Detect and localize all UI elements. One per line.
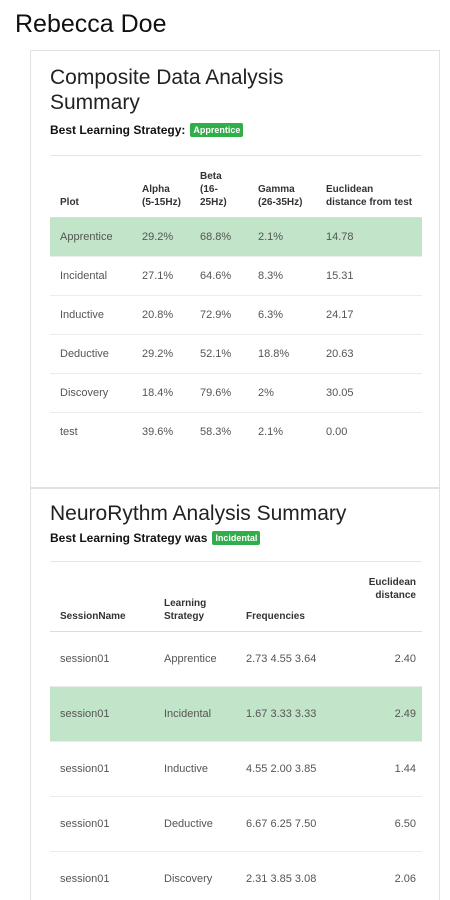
cell-distance: 1.44	[344, 742, 422, 797]
table-row	[50, 296, 422, 335]
column-header-plot: Plot	[50, 156, 132, 218]
cell-frequencies: 6.67 6.25 7.50	[236, 797, 344, 852]
column-header-strategy: Learning Strategy	[154, 562, 236, 632]
cell-gamma: 2%	[248, 374, 316, 413]
cell-beta: 72.9%	[190, 296, 248, 335]
cell-frequencies: 2.73 4.55 3.64	[236, 632, 344, 687]
cell-strategy: Apprentice	[154, 632, 236, 687]
table-row	[50, 218, 422, 257]
cell-plot: test	[50, 413, 132, 452]
cell-session: session01	[50, 632, 154, 687]
table-row	[50, 687, 422, 742]
column-header-alpha: Alpha (5-15Hz)	[132, 156, 190, 218]
column-header-frequencies: Frequencies	[236, 562, 344, 632]
cell-session: session01	[50, 852, 154, 900]
cell-alpha: 27.1%	[132, 257, 190, 296]
cell-beta: 52.1%	[190, 335, 248, 374]
cell-plot: Incidental	[50, 257, 132, 296]
cell-alpha: 18.4%	[132, 374, 190, 413]
table-row	[50, 335, 422, 374]
cell-distance: 30.05	[316, 374, 422, 413]
column-header-distance: Euclidean distance	[344, 562, 422, 632]
column-header-session: SessionName	[50, 562, 154, 632]
cell-gamma: 8.3%	[248, 257, 316, 296]
table-header-row	[50, 156, 422, 218]
best-strategy-badge: Apprentice	[190, 123, 243, 137]
column-header-gamma: Gamma (26-35Hz)	[248, 156, 316, 218]
best-strategy-badge: Incidental	[212, 531, 260, 545]
composite-summary-card	[30, 50, 440, 488]
cell-distance: 6.50	[344, 797, 422, 852]
table-row	[50, 742, 422, 797]
composite-table	[50, 155, 422, 452]
neurorythm-summary-card	[30, 488, 440, 900]
cell-distance: 14.78	[316, 218, 422, 257]
cell-beta: 64.6%	[190, 257, 248, 296]
table-row	[50, 852, 422, 900]
table-row	[50, 797, 422, 852]
cell-strategy: Inductive	[154, 742, 236, 797]
column-header-distance: Euclidean distance from test	[316, 156, 422, 218]
cell-distance: 15.31	[316, 257, 422, 296]
cell-session: session01	[50, 742, 154, 797]
cell-strategy: Deductive	[154, 797, 236, 852]
cell-distance: 0.00	[316, 413, 422, 452]
cell-gamma: 18.8%	[248, 335, 316, 374]
neurorythm-table	[50, 561, 422, 900]
cell-frequencies: 4.55 2.00 3.85	[236, 742, 344, 797]
cell-frequencies: 1.67 3.33 3.33	[236, 687, 344, 742]
cell-alpha: 29.2%	[132, 218, 190, 257]
neurorythm-best-strategy	[50, 531, 260, 545]
cell-distance: 2.40	[344, 632, 422, 687]
table-header-row	[50, 562, 422, 632]
cell-beta: 58.3%	[190, 413, 248, 452]
cell-session: session01	[50, 797, 154, 852]
cell-strategy: Incidental	[154, 687, 236, 742]
cell-distance: 24.17	[316, 296, 422, 335]
best-strategy-label: Best Learning Strategy was	[50, 531, 208, 545]
cell-session: session01	[50, 687, 154, 742]
cell-plot: Discovery	[50, 374, 132, 413]
cell-distance: 20.63	[316, 335, 422, 374]
cell-plot: Inductive	[50, 296, 132, 335]
cell-distance: 2.49	[344, 687, 422, 742]
cell-plot: Apprentice	[50, 218, 132, 257]
cell-gamma: 2.1%	[248, 413, 316, 452]
cell-alpha: 29.2%	[132, 335, 190, 374]
cell-plot: Deductive	[50, 335, 132, 374]
table-row	[50, 632, 422, 687]
cell-alpha: 20.8%	[132, 296, 190, 335]
table-row	[50, 413, 422, 452]
cell-gamma: 6.3%	[248, 296, 316, 335]
cell-frequencies: 2.31 3.85 3.08	[236, 852, 344, 900]
composite-summary-title: Composite Data Analysis Summary	[50, 66, 284, 114]
user-name: Rebecca Doe	[15, 10, 167, 38]
table-row	[50, 374, 422, 413]
column-header-beta: Beta (16-25Hz)	[190, 156, 248, 218]
table-row	[50, 257, 422, 296]
cell-strategy: Discovery	[154, 852, 236, 900]
cell-alpha: 39.6%	[132, 413, 190, 452]
cell-gamma: 2.1%	[248, 218, 316, 257]
best-strategy-label: Best Learning Strategy:	[50, 123, 186, 137]
neurorythm-summary-title: NeuroRythm Analysis Summary	[50, 502, 347, 525]
cell-beta: 68.8%	[190, 218, 248, 257]
cell-distance: 2.06	[344, 852, 422, 900]
composite-best-strategy	[50, 123, 243, 137]
cell-beta: 79.6%	[190, 374, 248, 413]
